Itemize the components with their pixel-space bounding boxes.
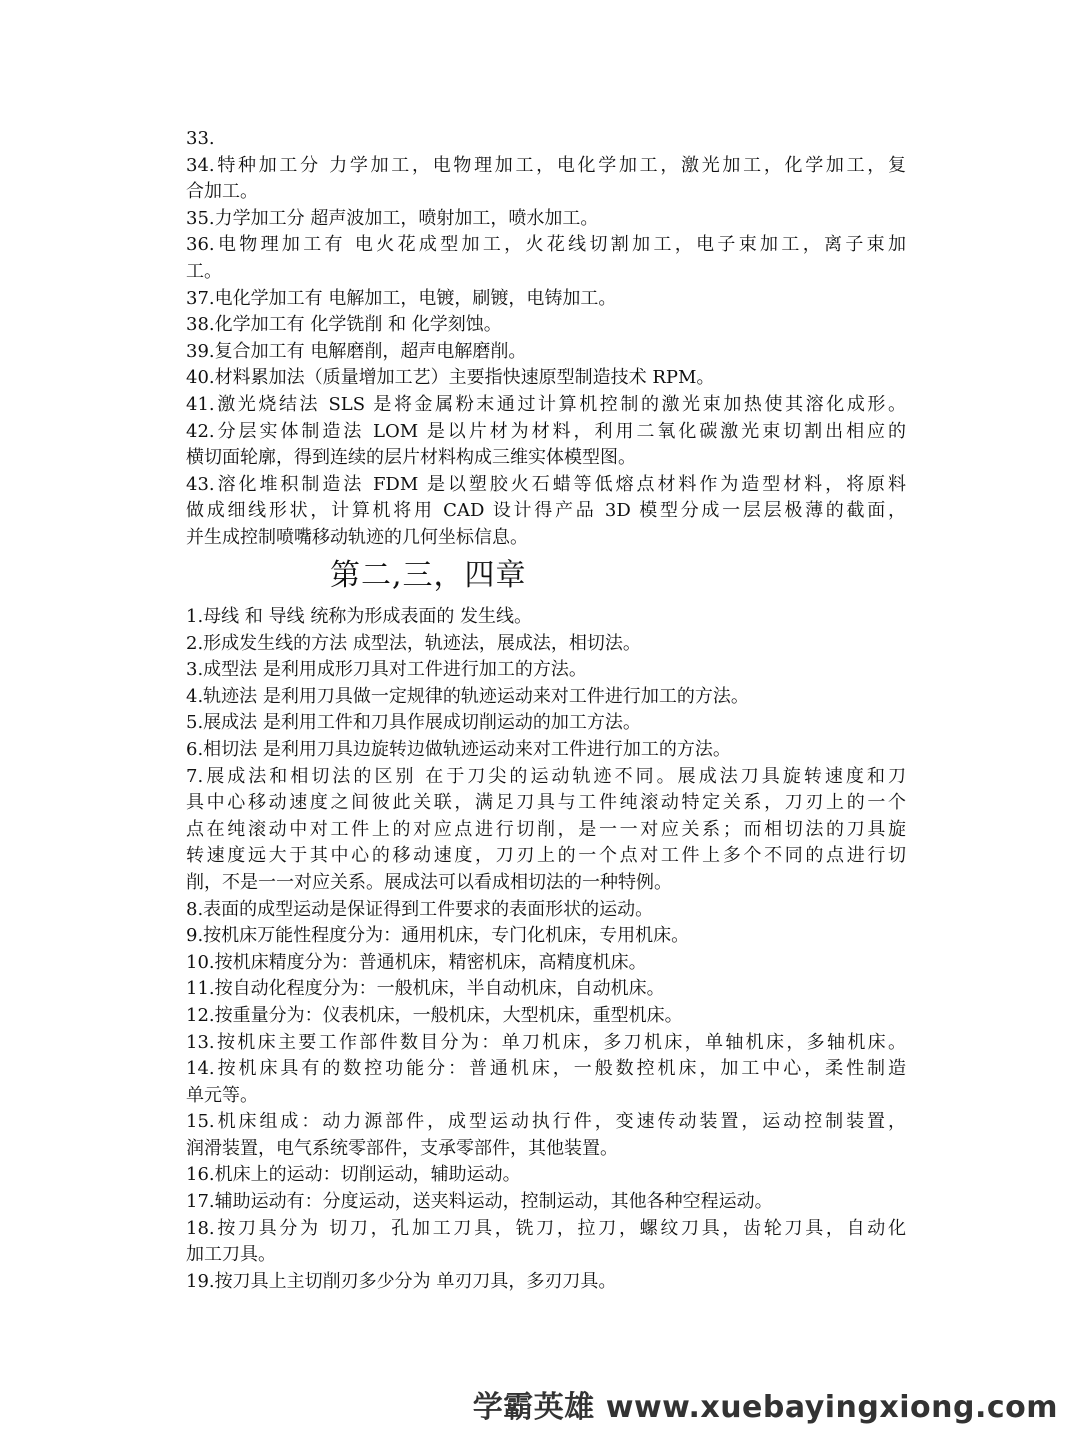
section-part1 bbox=[186, 126, 906, 552]
text-line: 9.按机床万能性程度分为：通用机床，专门化机床，专用机床。 bbox=[186, 925, 690, 947]
text-line: 18.按刀具分为 切刀，孔加工刀具，铣刀，拉刀，螺纹刀具，齿轮刀具，自动化 bbox=[186, 1217, 906, 1239]
text-line: 6.相切法 是利用刀具边旋转边做轨迹运动来对工件进行加工的方法。 bbox=[186, 738, 731, 760]
text-line: 横切面轮廓，得到连续的层片材料构成三维实体模型图。 bbox=[186, 447, 636, 469]
text-line: 10.按机床精度分为：普通机床，精密机床，高精度机床。 bbox=[186, 951, 647, 973]
text-line: 38.化学加工有 化学铣削 和 化学刻蚀。 bbox=[186, 314, 502, 336]
text-line: 34.特种加工分 力学加工，电物理加工，电化学加工，激光加工，化学加工，复 bbox=[186, 154, 906, 176]
text-line: 12.按重量分为：仪表机床，一般机床，大型机床，重型机床。 bbox=[186, 1004, 683, 1026]
text-line: 37.电化学加工有 电解加工，电镀，刷镀，电铸加工。 bbox=[186, 287, 617, 309]
text-line: 14.按机床具有的数控功能分：普通机床，一般数控机床，加工中心，柔性制造 bbox=[186, 1058, 906, 1080]
text-line: 41.激光烧结法 SLS 是将金属粉末通过计算机控制的激光束加热使其溶化成形。 bbox=[186, 393, 906, 415]
text-line: 7.展成法和相切法的区别 在于刀尖的运动轨迹不同。展成法刀具旋转速度和刀 bbox=[186, 765, 906, 787]
text-line: 单元等。 bbox=[186, 1084, 258, 1106]
text-line: 加工刀具。 bbox=[186, 1244, 276, 1266]
text-line: 16.机床上的运动：切削运动，辅助运动。 bbox=[186, 1164, 521, 1186]
text-line: 17.辅助运动有：分度运动，送夹料运动，控制运动，其他各种空程运动。 bbox=[186, 1191, 773, 1213]
text-line: 42.分层实体制造法 LOM 是以片材为材料，利用二氧化碳激光束切割出相应的 bbox=[186, 420, 906, 442]
text-line: 8.表面的成型运动是保证得到工件要求的表面形状的运动。 bbox=[186, 898, 654, 920]
text-line: 2.形成发生线的方法 成型法，轨迹法，展成法，相切法。 bbox=[186, 632, 641, 654]
text-line: 润滑装置，电气系统零部件，支承零部件，其他装置。 bbox=[186, 1137, 618, 1159]
text-line: 并生成控制喷嘴移动轨迹的几何坐标信息。 bbox=[186, 526, 528, 548]
text-line: 具中心移动速度之间彼此关联，满足刀具与工件纯滚动特定关系，刀刃上的一个 bbox=[186, 792, 906, 814]
text-line: 39.复合加工有 电解磨削，超声电解磨削。 bbox=[186, 340, 527, 362]
text-line: 合加工。 bbox=[186, 181, 258, 203]
text-line: 36.电物理加工有 电火花成型加工，火花线切割加工，电子束加工，离子束加 bbox=[186, 234, 906, 256]
text-line: 43.溶化堆积制造法 FDM 是以塑胶火石蜡等低熔点材料作为造型材料，将原料 bbox=[186, 473, 906, 495]
text-line: 工。 bbox=[186, 260, 222, 282]
text-line: 4.轨迹法 是利用刀具做一定规律的轨迹运动来对工件进行加工的方法。 bbox=[186, 685, 749, 707]
text-line: 35.力学加工分 超声波加工，喷射加工，喷水加工。 bbox=[186, 207, 599, 229]
text-line: 削，不是一一对应关系。展成法可以看成相切法的一种特例。 bbox=[186, 871, 672, 893]
text-line: 13.按机床主要工作部件数目分为：单刀机床，多刀机床，单轴机床，多轴机床。 bbox=[186, 1031, 906, 1053]
text-line: 1.母线 和 导线 统称为形成表面的 发生线。 bbox=[186, 606, 533, 627]
text-line: 40.材料累加法（质量增加工艺）主要指快速原型制造技术 RPM。 bbox=[186, 367, 715, 389]
text-line: 19.按刀具上主切削刃多少分为 单刃刀具，多刃刀具。 bbox=[186, 1270, 617, 1292]
site-watermark: 学霸英雄 www.xuebayingxiong.com bbox=[472, 1390, 1058, 1425]
text-line: 3.成型法 是利用成形刀具对工件进行加工的方法。 bbox=[186, 659, 587, 681]
text-line: 11.按自动化程度分为：一般机床，半自动机床，自动机床。 bbox=[186, 978, 665, 1000]
text-line: 15.机床组成：动力源部件，成型运动执行件，变速传动装置，运动控制装置， bbox=[186, 1111, 906, 1133]
chapter-heading: 第二,三，四章 bbox=[330, 558, 527, 593]
text-line: 点在纯滚动中对工件上的对应点进行切削，是一一对应关系；而相切法的刀具旋 bbox=[186, 818, 906, 840]
section-part2 bbox=[186, 604, 906, 1295]
text-line: 做成细线形状，计算机将用 CAD 设计得产品 3D 模型分成一层层极薄的截面， bbox=[186, 500, 906, 522]
text-line: 33. bbox=[186, 128, 215, 149]
text-line: 5.展成法 是利用工件和刀具作展成切削运动的加工方法。 bbox=[186, 712, 641, 734]
text-line: 转速度远大于其中心的移动速度，刀刃上的一个点对工件上多个不同的点进行切 bbox=[186, 845, 906, 867]
